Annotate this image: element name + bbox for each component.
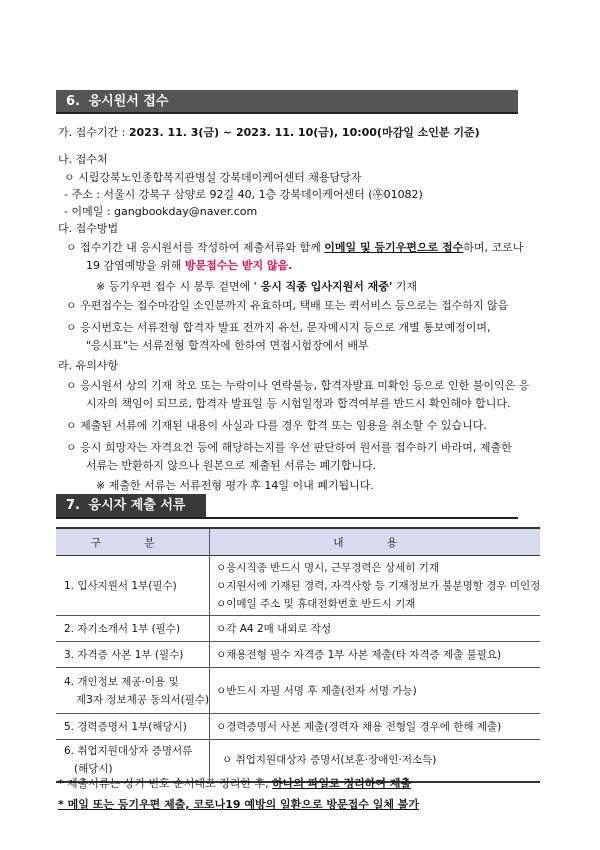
row-label [56, 556, 210, 616]
content-line: ㅇ채용전형 필수 자격증 1부 사본 제출(타 자격증 제출 불필요) [216, 648, 502, 661]
table-row [56, 668, 540, 714]
footnote-emphasis: 하나의 파일로 정리하여 제출 [272, 777, 412, 790]
label-line: 4. 개인정보 제공·이용 및 [64, 675, 179, 688]
footnote-text: * 제출서류는 상기 번호 순서대로 정리한 후, [58, 777, 273, 790]
label-line: 3. 자격증 사본 1부 (필수) [64, 648, 184, 661]
no-visit-notice: 방문접수는 받지 않음. [184, 259, 293, 272]
content-line: ㅇ응시직종 반드시 명시, 근무경력은 상세히 기재 [216, 561, 440, 574]
table-row [56, 616, 540, 642]
table-row [56, 714, 540, 740]
label-line: 5. 경력증명서 1부(해당시) [64, 720, 187, 733]
row-content [210, 616, 541, 642]
period-label: 가. 접수기간 : [58, 126, 129, 139]
row-label [56, 616, 210, 642]
row-content [210, 642, 541, 668]
method-item-2: ㅇ 우편접수는 접수마감일 소인분까지 유효하며, 택배 또는 퀵서비스 등으로는 접수하지 않음 [66, 299, 509, 312]
method-item-3b: "응시표"는 서류전형 합격자에 한하여 면접시험장에서 배부 [86, 339, 369, 352]
label-line: 2. 자기소개서 1부 (필수) [64, 622, 181, 635]
label-line: 1. 입사지원서 1부(필수) [64, 579, 177, 592]
row-label [56, 668, 210, 714]
method-item-1b [86, 258, 292, 273]
place-heading: 나. 접수처 [58, 153, 108, 166]
caution-heading: 라. 유의사항 [58, 359, 119, 372]
table-header-row [56, 528, 540, 556]
row-content [210, 668, 541, 714]
footnote-2: * 메일 또는 등기우편 제출, 코로나19 예방의 일환으로 방문접수 일체 불가 [58, 798, 420, 811]
label-line: (해당시) [74, 763, 113, 776]
content-line: ㅇ지원서에 기재된 경력, 자격사항 등 기재정보가 불분명할 경우 미인정 [216, 579, 541, 592]
row-label [56, 714, 210, 740]
row-content [210, 714, 541, 740]
place-org: ㅇ 시립강북노인종합복지관병설 강북데이케어센터 채용담당자 [64, 171, 362, 184]
place-address: - 주소 : 서울시 강북구 삼양로 92길 40, 1층 강북데이케어센터 (㉾01082) [64, 188, 423, 201]
section-7-underline [56, 517, 518, 519]
caution-item-3b: 서류는 반환하지 않으나 원본으로 제출된 서류는 폐기합니다. [86, 459, 377, 472]
caution-item-2: ㅇ 제출된 서류에 기재된 내용이 사실과 다를 경우 합격 또는 임용을 취소할 수 있습니다. [66, 419, 487, 432]
caution-item-1b: 시자의 책임이 되므로, 합격자 발표일 등 시험일정과 합격여부를 반드시 확인해야 합니다. [86, 397, 511, 410]
content-line: ㅇ 취업지원대상자 증명서(보훈·장애인·저소득) [222, 754, 437, 767]
section-6-header [56, 90, 518, 114]
submission-table [56, 527, 540, 783]
content-line: ㅇ경력증명서 사본 제출(경력자 채용 전형일 경우에 한해 제출) [216, 720, 502, 733]
row-label [56, 642, 210, 668]
method-emphasis: 이메일 및 등기우편으로 접수 [324, 241, 464, 254]
period-line [58, 125, 480, 140]
section-number: 7. [66, 498, 80, 513]
method-heading: 다. 접수방법 [58, 222, 119, 235]
content-line: ㅇ이메일 주소 및 휴대전화번호 반드시 기재 [216, 597, 416, 610]
table-row [56, 642, 540, 668]
period-value: 2023. 11. 3(금) ~ 2023. 11. 10(금), 10:00(마감일 소인분 기준) [128, 126, 480, 139]
section-7-header [56, 494, 206, 518]
method-item-1a [66, 240, 523, 255]
label-line: 제3자 정보제공 동의서(필수) [76, 693, 210, 706]
caution-item-1a: ㅇ 응시원서 상의 기재 착오 또는 누락이나 연락불능, 합격자발표 미확인 등으로 인한 불이익은 응 [66, 379, 530, 392]
place-email: - 이메일 : gangbookday@naver.com [64, 205, 258, 218]
method-item-3a: ㅇ 응시번호는 서류전형 합격자 발표 전까지 유선, 문자메시지 등으로 개별 통보예정이며, [66, 321, 491, 334]
note-text-tail: 기재 [392, 280, 418, 293]
label-line: 6. 취업지원대상자 증명서류 [64, 745, 193, 758]
note-emphasis: 응시 직종 입사지원서 재중' [256, 280, 393, 293]
content-line: ㅇ반드시 자필 서명 후 제출(전자 서명 가능) [216, 684, 417, 697]
section-title: 응시원서 접수 [88, 94, 169, 109]
header-category: 구 분 [56, 528, 210, 556]
section-number: 6. [66, 94, 80, 109]
method-text: 19 감염예방을 위해 [86, 259, 185, 272]
caution-note: ※ 제출한 서류는 서류전형 평가 후 14일 이내 폐기됩니다. [96, 479, 374, 492]
caution-item-3a: ㅇ 응시 희망자는 자격요건 등에 해당하는지를 우선 판단하여 원서를 접수하기 바라며, 제출한 [66, 441, 512, 454]
header-content: 내 용 [210, 528, 541, 556]
note-text: ※ 등기우편 접수 시 봉투 겉면에 ' [96, 280, 257, 293]
method-text: ㅇ 접수기간 내 응시원서를 작성하여 제출서류와 함께 [66, 241, 325, 254]
row-content [210, 556, 541, 616]
section-title: 응시자 제출 서류 [88, 498, 186, 513]
method-text-tail: 하며, 코로나 [463, 241, 524, 254]
content-line: ㅇ각 A4 2매 내외로 작성 [216, 622, 332, 635]
footnote-1 [58, 776, 411, 791]
method-note [96, 279, 417, 294]
table-row [56, 556, 540, 616]
